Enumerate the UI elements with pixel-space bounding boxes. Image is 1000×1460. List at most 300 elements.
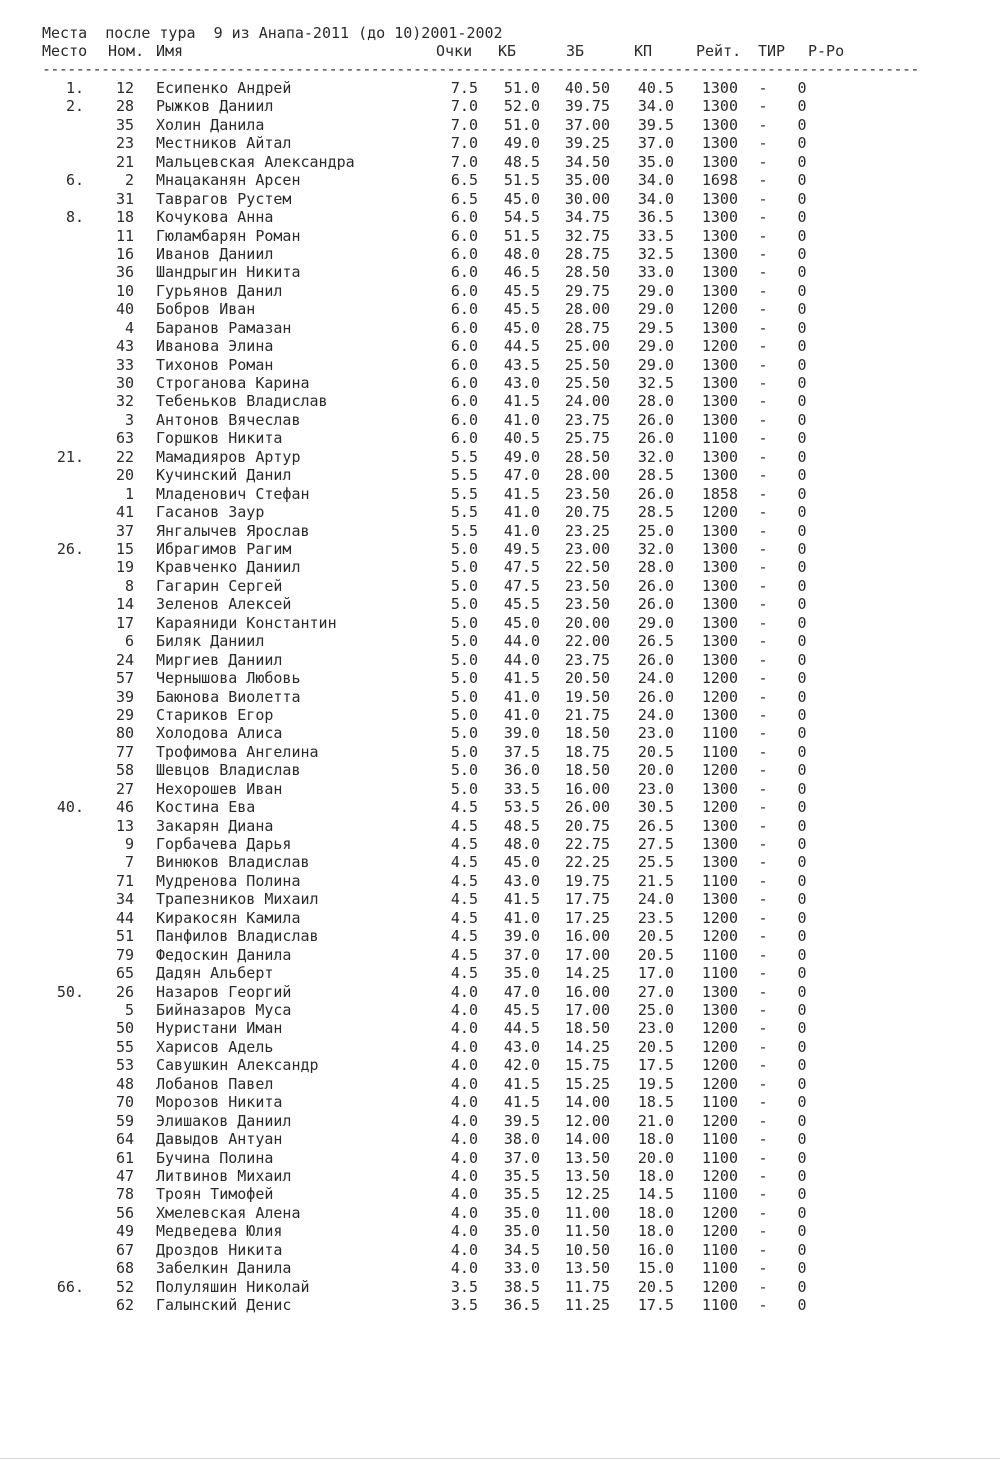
cell-kb: 51.5	[503, 171, 540, 190]
cell-kb: 33.0	[503, 1259, 540, 1278]
cell-zb: 18.50	[564, 1019, 610, 1038]
cell-number: 41	[115, 503, 134, 522]
cell-tir: -	[758, 1001, 768, 1019]
cell-kb: 41.5	[503, 392, 540, 411]
cell-rpo: 0	[797, 337, 807, 356]
cell-number: 24	[115, 650, 134, 669]
cell-points: 5.0	[450, 742, 478, 761]
table-row	[0, 227, 1000, 245]
cell-name: Рыжков Даниил	[156, 97, 274, 116]
scan-edge-line	[0, 1458, 1000, 1459]
table-row	[0, 651, 1000, 669]
cell-number: 68	[115, 1259, 134, 1278]
table-row	[0, 1038, 1000, 1056]
cell-tir: -	[758, 945, 768, 964]
cell-zb: 26.00	[564, 798, 610, 817]
cell-number: 43	[115, 337, 134, 356]
cell-kb: 34.5	[503, 1240, 540, 1259]
header-rpo: Р-Ро	[808, 42, 845, 60]
cell-number: 17	[115, 613, 134, 632]
cell-name: Забелкин Данила	[156, 1259, 292, 1278]
cell-rpo: 0	[797, 1203, 807, 1222]
cell-rating: 1300	[701, 779, 738, 798]
cell-rating: 1100	[701, 1185, 738, 1204]
cell-points: 5.0	[450, 705, 478, 724]
cell-points: 4.5	[450, 908, 478, 927]
cell-rpo: 0	[797, 189, 807, 208]
cell-points: 4.0	[450, 982, 478, 1001]
cell-rating: 1200	[701, 908, 738, 927]
cell-kp: 26.5	[637, 632, 674, 651]
cell-tir: -	[758, 318, 768, 337]
cell-zb: 23.75	[564, 650, 610, 669]
cell-rpo: 0	[797, 558, 807, 577]
cell-number: 47	[115, 1166, 134, 1185]
cell-number: 10	[115, 281, 134, 300]
cell-tir: -	[758, 244, 768, 263]
cell-zb: 22.50	[564, 558, 610, 577]
cell-rating: 1100	[701, 1259, 738, 1278]
cell-zb: 34.50	[564, 152, 610, 171]
table-row	[0, 540, 1000, 558]
cell-name: Баюнова Виолетта	[156, 687, 301, 706]
cell-number: 28	[115, 97, 134, 116]
cell-points: 4.5	[450, 927, 478, 946]
cell-points: 4.5	[450, 798, 478, 817]
cell-zb: 13.50	[564, 1166, 610, 1185]
table-row	[0, 724, 1000, 742]
cell-kb: 41.0	[503, 908, 540, 927]
cell-points: 7.0	[450, 97, 478, 116]
cell-kp: 32.0	[637, 540, 674, 558]
cell-kb: 36.5	[503, 1296, 540, 1315]
cell-kb: 38.0	[503, 1130, 540, 1149]
cell-rating: 1200	[701, 798, 738, 817]
cell-rating: 1100	[701, 1093, 738, 1112]
cell-kp: 26.0	[637, 429, 674, 448]
cell-rpo: 0	[797, 115, 807, 134]
cell-points: 5.0	[450, 761, 478, 780]
cell-name: Шевцов Владислав	[156, 761, 301, 780]
table-row	[0, 466, 1000, 484]
cell-tir: -	[758, 1277, 768, 1296]
cell-number: 53	[115, 1056, 134, 1075]
cell-kp: 35.0	[637, 152, 674, 171]
cell-kb: 44.5	[503, 1019, 540, 1038]
table-row	[0, 706, 1000, 724]
cell-points: 5.0	[450, 632, 478, 651]
cell-kp: 32.5	[637, 374, 674, 393]
table-row	[0, 614, 1000, 632]
cell-points: 7.0	[450, 152, 478, 171]
cell-kp: 29.0	[637, 281, 674, 300]
cell-number: 56	[115, 1203, 134, 1222]
cell-points: 6.0	[450, 374, 478, 393]
cell-name: Тихонов Роман	[156, 355, 274, 374]
cell-rating: 1300	[701, 318, 738, 337]
cell-rpo: 0	[797, 835, 807, 854]
cell-name: Миргиев Даниил	[156, 650, 283, 669]
cell-number: 55	[115, 1037, 134, 1056]
cell-rpo: 0	[797, 1166, 807, 1185]
cell-tir: -	[758, 1166, 768, 1185]
cell-kb: 54.5	[503, 208, 540, 227]
cell-number: 22	[115, 447, 134, 466]
cell-name: Трофимова Ангелина	[156, 742, 319, 761]
cell-rpo: 0	[797, 447, 807, 466]
table-row	[0, 1112, 1000, 1130]
cell-number: 26	[115, 982, 134, 1001]
cell-points: 4.5	[450, 871, 478, 890]
cell-rating: 1100	[701, 945, 738, 964]
cell-rating: 1300	[701, 189, 738, 208]
cell-tir: -	[758, 908, 768, 927]
table-header	[0, 42, 1000, 60]
cell-rpo: 0	[797, 1240, 807, 1259]
cell-kp: 19.5	[637, 1074, 674, 1093]
table-row	[0, 983, 1000, 1001]
cell-name: Элишаков Даниил	[156, 1111, 292, 1130]
cell-zb: 11.25	[564, 1296, 610, 1315]
cell-name: Назаров Георгий	[156, 982, 292, 1001]
cell-rpo: 0	[797, 761, 807, 780]
cell-name: Костина Ева	[156, 798, 256, 817]
cell-number: 4	[124, 318, 134, 337]
cell-points: 5.0	[450, 540, 478, 558]
cell-kb: 48.0	[503, 835, 540, 854]
cell-points: 4.0	[450, 1037, 478, 1056]
cell-kb: 48.0	[503, 244, 540, 263]
cell-number: 30	[115, 374, 134, 393]
cell-rpo: 0	[797, 613, 807, 632]
cell-points: 6.0	[450, 392, 478, 411]
cell-kb: 52.0	[503, 97, 540, 116]
table-row	[0, 946, 1000, 964]
cell-kp: 14.5	[637, 1185, 674, 1204]
cell-number: 19	[115, 558, 134, 577]
cell-tir: -	[758, 669, 768, 688]
cell-tir: -	[758, 871, 768, 890]
cell-zb: 23.50	[564, 595, 610, 614]
cell-number: 29	[115, 705, 134, 724]
table-row	[0, 1296, 1000, 1314]
cell-tir: -	[758, 558, 768, 577]
cell-tir: -	[758, 1296, 768, 1315]
table-row	[0, 909, 1000, 927]
cell-name: Морозов Никита	[156, 1093, 283, 1112]
cell-tir: -	[758, 1203, 768, 1222]
cell-number: 14	[115, 595, 134, 614]
cell-name: Винюков Владислав	[156, 853, 310, 872]
table-row	[0, 964, 1000, 982]
cell-number: 18	[115, 208, 134, 227]
cell-points: 4.5	[450, 945, 478, 964]
cell-kb: 45.5	[503, 1001, 540, 1019]
cell-kp: 26.5	[637, 816, 674, 835]
cell-tir: -	[758, 779, 768, 798]
cell-kp: 17.5	[637, 1056, 674, 1075]
cell-rpo: 0	[797, 724, 807, 743]
cell-place: 21.	[56, 447, 84, 466]
cell-kb: 41.0	[503, 503, 540, 522]
cell-points: 4.0	[450, 1019, 478, 1038]
cell-rating: 1100	[701, 742, 738, 761]
cell-tir: -	[758, 613, 768, 632]
cell-tir: -	[758, 890, 768, 909]
cell-rating: 1200	[701, 669, 738, 688]
cell-number: 21	[115, 152, 134, 171]
cell-name: Харисов Адель	[156, 1037, 274, 1056]
cell-tir: -	[758, 632, 768, 651]
cell-kp: 34.0	[637, 189, 674, 208]
cell-rpo: 0	[797, 1001, 807, 1019]
cell-number: 3	[124, 410, 134, 429]
cell-kb: 33.5	[503, 779, 540, 798]
table-row	[0, 392, 1000, 410]
cell-kb: 53.5	[503, 798, 540, 817]
cell-number: 1	[124, 484, 134, 503]
cell-rating: 1858	[701, 484, 738, 503]
cell-kb: 35.5	[503, 1185, 540, 1204]
cell-name: Кочукова Анна	[156, 208, 274, 227]
cell-name: Бобров Иван	[156, 300, 256, 319]
cell-number: 8	[124, 576, 134, 595]
cell-kp: 25.0	[637, 1001, 674, 1019]
table-row	[0, 1075, 1000, 1093]
cell-rating: 1100	[701, 964, 738, 983]
cell-name: Федоскин Данила	[156, 945, 292, 964]
cell-points: 5.0	[450, 724, 478, 743]
cell-kb: 41.5	[503, 1074, 540, 1093]
cell-number: 6	[124, 632, 134, 651]
cell-kp: 29.0	[637, 613, 674, 632]
table-row	[0, 1167, 1000, 1185]
cell-kp: 21.5	[637, 871, 674, 890]
cell-name: Баранов Рамазан	[156, 318, 292, 337]
cell-rating: 1100	[701, 871, 738, 890]
cell-tir: -	[758, 208, 768, 227]
cell-place: 2.	[65, 97, 84, 116]
cell-rpo: 0	[797, 1296, 807, 1315]
cell-kb: 47.5	[503, 558, 540, 577]
cell-kb: 49.0	[503, 447, 540, 466]
table-row	[0, 761, 1000, 779]
cell-kb: 44.5	[503, 337, 540, 356]
cell-tir: -	[758, 761, 768, 780]
cell-kb: 35.5	[503, 1166, 540, 1185]
cell-rating: 1200	[701, 1277, 738, 1296]
cell-kp: 27.5	[637, 835, 674, 854]
cell-rpo: 0	[797, 484, 807, 503]
cell-points: 6.0	[450, 410, 478, 429]
cell-number: 31	[115, 189, 134, 208]
cell-points: 6.5	[450, 189, 478, 208]
cell-kp: 40.5	[637, 79, 674, 97]
cell-kb: 45.0	[503, 853, 540, 872]
cell-kb: 37.0	[503, 1148, 540, 1167]
cell-zb: 10.50	[564, 1240, 610, 1259]
cell-name: Биляк Даниил	[156, 632, 265, 651]
cell-kp: 20.5	[637, 742, 674, 761]
cell-number: 39	[115, 687, 134, 706]
cell-points: 4.0	[450, 1093, 478, 1112]
cell-kb: 51.0	[503, 115, 540, 134]
cell-tir: -	[758, 724, 768, 743]
cell-kp: 23.0	[637, 724, 674, 743]
cell-kb: 37.0	[503, 945, 540, 964]
cell-number: 23	[115, 134, 134, 153]
cell-name: Литвинов Михаил	[156, 1166, 292, 1185]
cell-zb: 25.00	[564, 337, 610, 356]
cell-name: Караяниди Константин	[156, 613, 337, 632]
cell-tir: -	[758, 1056, 768, 1075]
table-row	[0, 208, 1000, 226]
cell-place: 1.	[65, 79, 84, 97]
cell-rpo: 0	[797, 1277, 807, 1296]
cell-number: 78	[115, 1185, 134, 1204]
cell-rating: 1300	[701, 632, 738, 651]
cell-rpo: 0	[797, 355, 807, 374]
cell-zb: 23.75	[564, 410, 610, 429]
cell-points: 6.5	[450, 171, 478, 190]
header-number: Ном.	[108, 42, 145, 60]
cell-points: 5.5	[450, 503, 478, 522]
cell-tir: -	[758, 927, 768, 946]
cell-kb: 36.0	[503, 761, 540, 780]
cell-name: Тебеньков Владислав	[156, 392, 328, 411]
cell-rpo: 0	[797, 79, 807, 97]
cell-points: 7.0	[450, 134, 478, 153]
cell-tir: -	[758, 705, 768, 724]
cell-kb: 39.0	[503, 927, 540, 946]
table-row	[0, 1222, 1000, 1240]
cell-number: 40	[115, 300, 134, 319]
table-row	[0, 743, 1000, 761]
cell-number: 7	[124, 853, 134, 872]
cell-kb: 49.5	[503, 540, 540, 558]
cell-rpo: 0	[797, 908, 807, 927]
cell-kb: 39.0	[503, 724, 540, 743]
cell-rating: 1200	[701, 1166, 738, 1185]
cell-rating: 1300	[701, 410, 738, 429]
cell-kb: 45.0	[503, 189, 540, 208]
cell-points: 4.0	[450, 1203, 478, 1222]
cell-rating: 1300	[701, 226, 738, 245]
cell-tir: -	[758, 392, 768, 411]
cell-rating: 1200	[701, 1203, 738, 1222]
cell-number: 65	[115, 964, 134, 983]
cell-points: 5.0	[450, 779, 478, 798]
cell-name: Мамадияров Артур	[156, 447, 301, 466]
cell-rpo: 0	[797, 595, 807, 614]
cell-rating: 1300	[701, 466, 738, 485]
cell-kb: 45.5	[503, 281, 540, 300]
cell-name: Местников Айтал	[156, 134, 292, 153]
table-row	[0, 835, 1000, 853]
cell-zb: 24.00	[564, 392, 610, 411]
cell-zb: 11.75	[564, 1277, 610, 1296]
cell-name: Нуристани Иман	[156, 1019, 283, 1038]
cell-points: 3.5	[450, 1296, 478, 1315]
cell-points: 4.5	[450, 964, 478, 983]
cell-name: Гагарин Сергей	[156, 576, 283, 595]
cell-rating: 1300	[701, 835, 738, 854]
cell-zb: 28.75	[564, 244, 610, 263]
cell-name: Трапезников Михаил	[156, 890, 319, 909]
cell-tir: -	[758, 263, 768, 282]
table-row	[0, 927, 1000, 945]
cell-tir: -	[758, 171, 768, 190]
table-row	[0, 411, 1000, 429]
cell-zb: 21.75	[564, 705, 610, 724]
cell-points: 4.5	[450, 890, 478, 909]
cell-name: Холин Данила	[156, 115, 265, 134]
cell-tir: -	[758, 1222, 768, 1241]
cell-zb: 17.75	[564, 890, 610, 909]
table-row	[0, 688, 1000, 706]
cell-number: 15	[115, 540, 134, 558]
cell-kp: 24.0	[637, 705, 674, 724]
cell-kp: 29.5	[637, 318, 674, 337]
cell-points: 5.0	[450, 687, 478, 706]
cell-rating: 1300	[701, 595, 738, 614]
cell-number: 35	[115, 115, 134, 134]
cell-zb: 16.00	[564, 927, 610, 946]
cell-name: Младенович Стефан	[156, 484, 310, 503]
cell-name: Шандрыгин Никита	[156, 263, 301, 282]
header-points: Очки	[436, 42, 473, 60]
table-row	[0, 817, 1000, 835]
cell-tir: -	[758, 484, 768, 503]
cell-name: Полуляшин Николай	[156, 1277, 310, 1296]
cell-kp: 26.0	[637, 650, 674, 669]
cell-zb: 23.00	[564, 540, 610, 558]
cell-kb: 38.5	[503, 1277, 540, 1296]
cell-name: Галынский Денис	[156, 1296, 292, 1315]
cell-kb: 47.0	[503, 982, 540, 1001]
cell-tir: -	[758, 798, 768, 817]
document-title	[42, 24, 503, 42]
cell-kp: 34.0	[637, 97, 674, 116]
cell-number: 32	[115, 392, 134, 411]
cell-kp: 21.0	[637, 1111, 674, 1130]
cell-name: Дадян Альберт	[156, 964, 274, 983]
cell-name: Киракосян Камила	[156, 908, 301, 927]
cell-rating: 1100	[701, 1240, 738, 1259]
table-row	[0, 595, 1000, 613]
cell-number: 46	[115, 798, 134, 817]
cell-points: 5.5	[450, 484, 478, 503]
table-row	[0, 282, 1000, 300]
cell-kp: 28.0	[637, 392, 674, 411]
cell-tir: -	[758, 281, 768, 300]
cell-rating: 1300	[701, 1001, 738, 1019]
cell-number: 59	[115, 1111, 134, 1130]
cell-points: 6.0	[450, 318, 478, 337]
cell-tir: -	[758, 503, 768, 522]
table-row	[0, 872, 1000, 890]
cell-rating: 1300	[701, 392, 738, 411]
cell-number: 11	[115, 226, 134, 245]
cell-tir: -	[758, 521, 768, 540]
cell-name: Иванов Даниил	[156, 244, 274, 263]
cell-points: 5.5	[450, 521, 478, 540]
cell-rpo: 0	[797, 300, 807, 319]
cell-place: 50.	[56, 982, 84, 1001]
cell-zb: 29.75	[564, 281, 610, 300]
cell-tir: -	[758, 687, 768, 706]
cell-name: Кучинский Данил	[156, 466, 292, 485]
